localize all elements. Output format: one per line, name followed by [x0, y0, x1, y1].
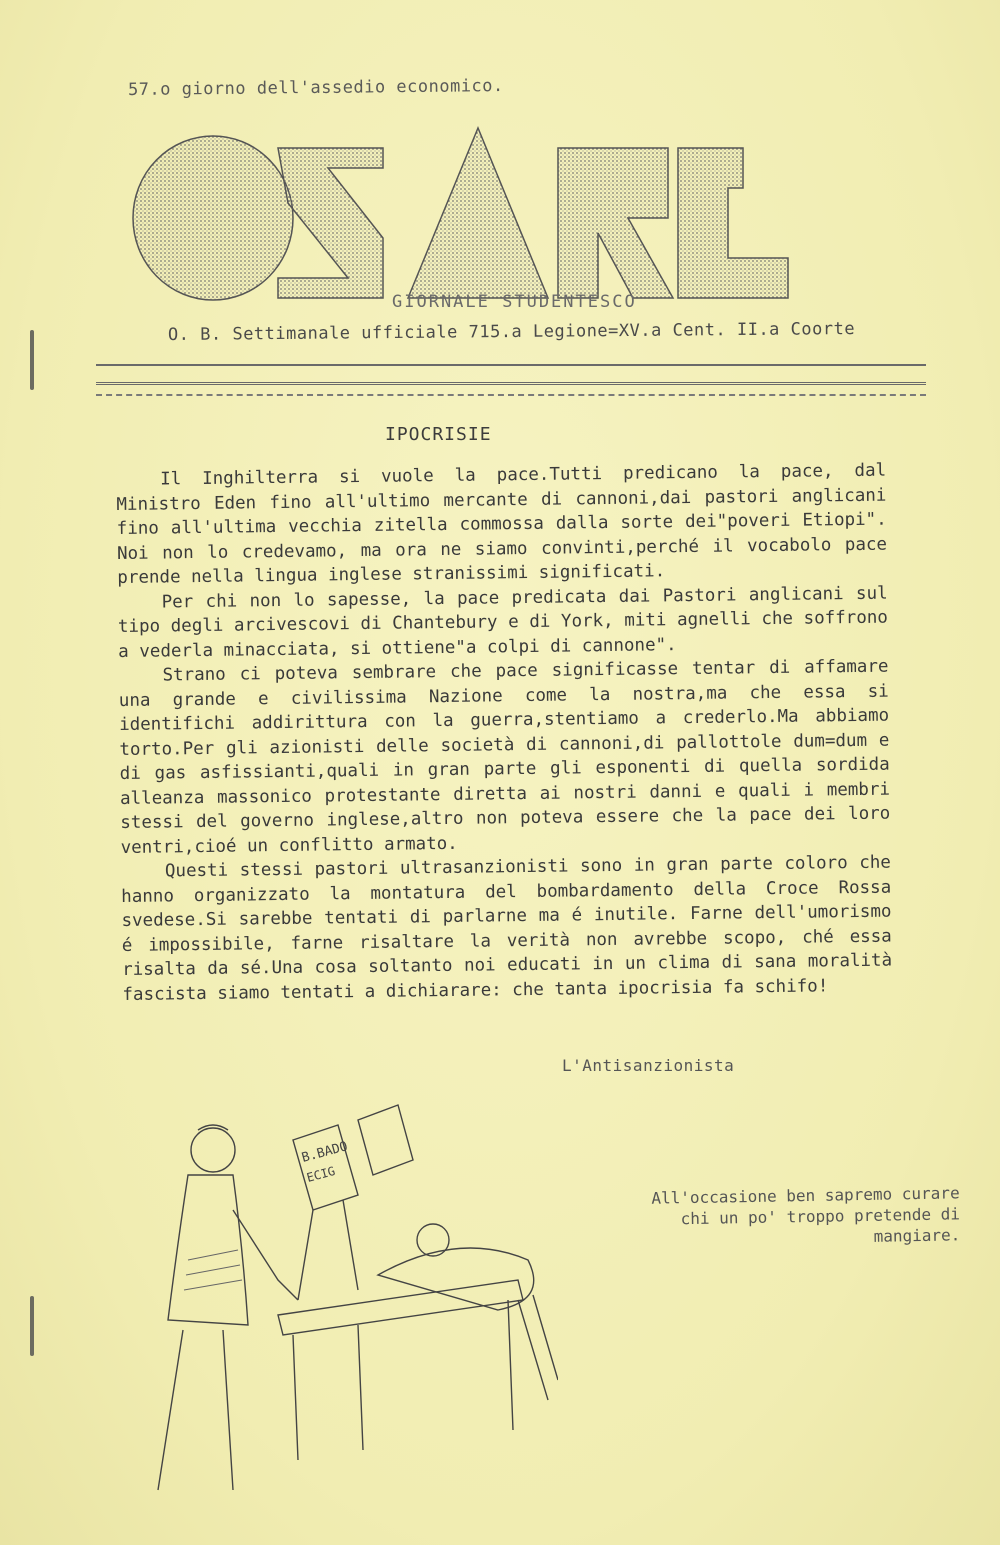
- staple-top: [30, 330, 34, 390]
- article-title: IPOCRISIE: [385, 424, 492, 445]
- newspaper-logo: [128, 108, 808, 318]
- caption-line: All'occasione ben sapremo curare: [651, 1183, 960, 1208]
- illustration-caption: [539, 1182, 960, 1252]
- article-signature: L'Antisanzionista: [562, 1056, 735, 1075]
- standing-figure: [158, 1125, 298, 1490]
- bottle-label: B.BADO: [300, 1139, 350, 1166]
- caption-line: chi un po' troppo pretende di: [680, 1204, 961, 1229]
- article-paragraph: Il Inghilterra si vuole la pace.Tutti predicano la pace, dal Ministro Eden fino all'ultimo mercante di cannoni,dai pastori anglicani fino all'ultima vecchia zitella commossa dalla sorte dei"poveri Etiopi". Noi non lo credevamo, ma ora ne siamo convinti,perché il vocabolo pace prende nella lingua inglese stranissimi significati.: [116, 460, 888, 588]
- divider-rule: [96, 382, 926, 385]
- logo-letter-o: [133, 136, 293, 300]
- logo-letter-a: [408, 128, 548, 298]
- logo-text: OSARE: [128, 108, 132, 109]
- masthead-line: O. B. Settimanale ufficiale 715.a Legione=XV.a Cent. II.a Coorte: [167, 319, 856, 345]
- divider-rule: [96, 394, 926, 396]
- newspaper-subtitle: GIORNALE STUDENTESCO: [392, 292, 637, 312]
- staple-bottom: [30, 1296, 34, 1356]
- article-paragraph: Strano ci poteva sembrare che pace significasse tentar di affamare una grande e civilissima Nazione come la nostra,ma che essa si identifichi addirittura con la guerra,stentiamo a crederlo.Ma abbiamo torto.Per gli azionisti delle società di cannoni,di pallottole dum=dum e di gas asfissianti,quali in gran parte gli esponenti di quella sordida alleanza massonico protestante diretta ai nostri danni e quali i membri stessi del governo inglese,altro non poteva essere che la pace dei loro ventri,cioé un conflitto armato.: [118, 656, 891, 858]
- lying-figure: [378, 1224, 558, 1400]
- caption-line: mangiare.: [873, 1225, 961, 1246]
- cartoon-illustration: [128, 1100, 558, 1500]
- divider-rule: [96, 364, 926, 366]
- article-paragraph: Questi stessi pastori ultrasanzionisti sono in gran parte coloro che hanno organizzato la montatura del bombardamento della Croce Rossa svedese.Si sarebbe tentati di parlarne ma é inutile. Farne dell'umorismo é impossibile, farne risaltare la verità non avrebbe scopo, ché essa risalta da sé.Una cosa soltanto noi educati in un clima di sana moralità fascista siamo tentati a dichiarare: che tanta ipocrisia fa schifo!: [121, 852, 893, 1005]
- article-body: [116, 459, 893, 1007]
- dateline: 57.o giorno dell'assedio economico.: [127, 76, 504, 100]
- logo-letter-s: [278, 148, 383, 298]
- logo-letter-e: [678, 148, 788, 298]
- logo-letter-r: [558, 148, 673, 298]
- bottle-label-2: ECIG: [305, 1163, 337, 1185]
- article-paragraph: Per chi non lo sapesse, la pace predicata dai Pastori anglicani sul tipo degli arcivescovi di Chantebury e di York, miti agnelli che soffrono a vederla minacciata, si ottiene"a colpi di cannone".: [117, 583, 889, 662]
- bottle-figure: [293, 1105, 413, 1300]
